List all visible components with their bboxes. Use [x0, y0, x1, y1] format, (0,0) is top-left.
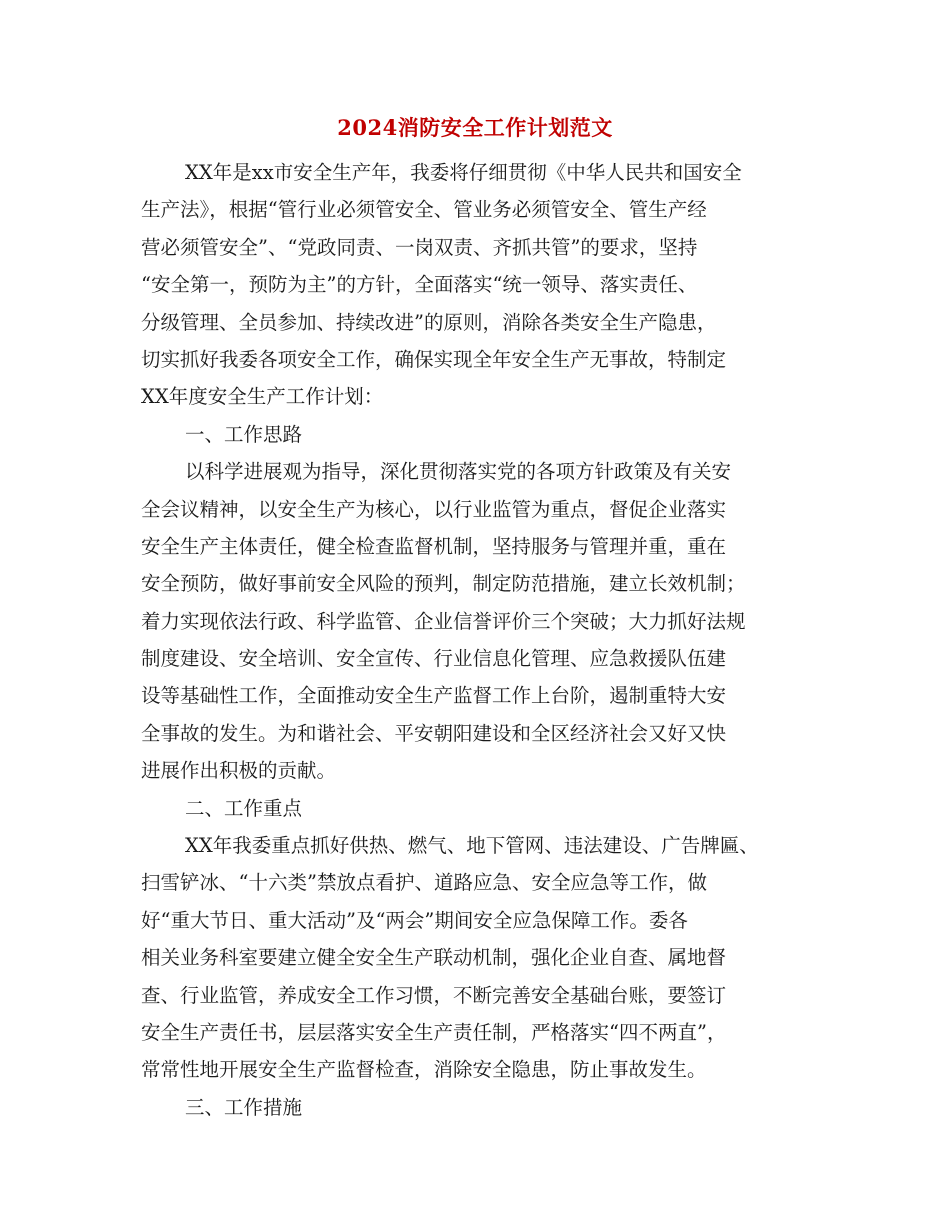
text-line: 制度建设、安全培训、安全宣传、行业信息化管理、应急救援队伍建	[141, 647, 727, 671]
text-line: 全事故的发生。为和谐社会、平安朝阳建设和全区经济社会又好又快	[141, 721, 727, 745]
text-line: 安全生产责任书，层层落实安全生产责任制，严格落实“四不两直”，	[141, 1020, 727, 1044]
text-line: 查、行业监管，养成安全工作习惯，不断完善安全基础台账，要签订	[141, 983, 727, 1007]
text-line: 生产法》，根据“管行业必须管安全、管业务必须管安全、管生产经	[141, 198, 707, 222]
text-line: 营必须管安全”、“党政同责、一岗双责、齐抓共管”的要求，坚持	[141, 235, 698, 259]
text-line: 安全预防，做好事前安全风险的预判，制定防范措施，建立长效机制；	[141, 572, 746, 596]
text-line: 全会议精神，以安全生产为核心，以行业监管为重点，督促企业落实	[141, 497, 727, 521]
text-line: 以科学进展观为指导，深化贯彻落实党的各项方针政策及有关安	[185, 460, 732, 484]
text-line: 一、工作思路	[185, 422, 303, 446]
text-line: XX年度安全生产工作计划：	[141, 385, 384, 409]
text-line: 进展作出积极的贡献。	[141, 759, 337, 783]
text-line: XX年我委重点抓好供热、燃气、地下管网、违法建设、广告牌匾、	[185, 834, 759, 858]
text-line: XX年是xx市安全生产年，我委将仔细贯彻《中华人民共和国安全	[185, 161, 742, 184]
text-line: 切实抓好我委各项安全工作，确保实现全年安全生产无事故，特制定	[141, 347, 727, 371]
text-line: 三、工作措施	[185, 1095, 303, 1119]
text-line: 扫雪铲冰、“十六类”禁放点看护、道路应急、安全应急等工作，做	[141, 871, 707, 895]
text-line: 着力实现依法行政、科学监管、企业信誉评价三个突破；大力抓好法规	[141, 609, 746, 633]
text-line: 常常性地开展安全生产监督检查，消除安全隐患，防止事故发生。	[141, 1058, 707, 1082]
document-title: 2024消防安全工作计划范文	[337, 115, 613, 140]
text-line: 设等基础性工作，全面推动安全生产监督工作上台阶，遏制重特大安	[141, 684, 727, 708]
text-line: 二、工作重点	[185, 796, 303, 820]
text-line: 好“重大节日、重大活动”及“两会”期间安全应急保障工作。委各	[141, 908, 688, 932]
text-line: 相关业务科室要建立健全安全生产联动机制，强化企业自查、属地督	[141, 946, 727, 970]
text-line: 安全生产主体责任，健全检查监督机制，坚持服务与管理并重，重在	[141, 534, 727, 558]
text-line: 分级管理、全员参加、持续改进”的原则，消除各类安全生产隐患，	[141, 310, 717, 334]
document-body	[141, 154, 813, 1126]
text-line: “安全第一，预防为主”的方针，全面落实“统一领导、落实责任、	[141, 273, 698, 297]
